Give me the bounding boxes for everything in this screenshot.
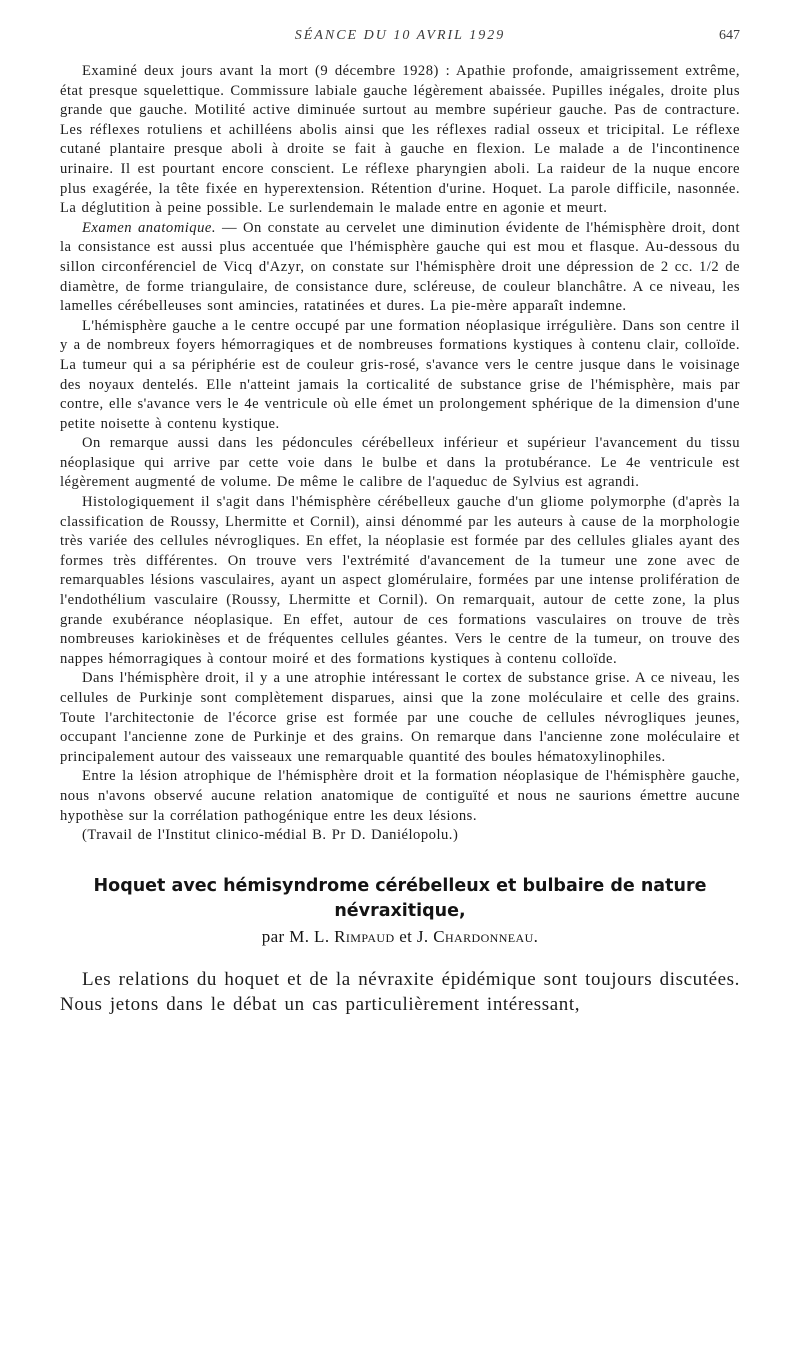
author-rimpaud: Rimpaud (334, 926, 395, 946)
byline-suffix: . (533, 926, 539, 946)
right-hemisphere-paragraph: Dans l'hémisphère droit, il y a une atrophie intéressant le cortex de substance grise. A ce niveau, les cellules de Purkinje sont complètement disparues, ainsi que la zone moléculaire et celle des grains. Toute l'architectonie de l'écorce grise est formée par une couche de cellules névrogliques jeunes, occupant l'ancienne zone de Purkinje et des grains. On remarque dans l'ancienne zone moléculaire et principalement autour des vaisseaux une remarquable quantité des boules hématoxylinophiles. (60, 670, 740, 765)
article-title: Hoquet avec hémisyndrome cérébelleux et bulbaire de nature névraxitique, (93, 875, 707, 921)
clinical-exam-paragraph: Examiné deux jours avant la mort (9 décembre 1928) : Apathie profonde, amaigrissement extrême, état presque squelettique. Commissure labiale gauche légèrement abaissée. Pupilles inégales, droite plus grande que gauche. Motilité active diminuée surtout au membre supérieur gauche. Pas de contracture. Les réflexes rotuliens et achilléens abolis ainsi que les réflexes radial osseux et tricipital. Le réflexe cutané plantaire presque aboli à droite se fait à gauche en flexion. Le malade a de l'incontinence urinaire. Il est pourtant encore conscient. Le réflexe pharyngien aboli. La raideur de la nuque encore plus exagérée, la tête fixée en hyperextension. Rétention d'urine. Hoquet. La parole difficile, nasonnée. La déglutition à peine possible. Le surlendemain le malade entre en agonie et meurt. (60, 63, 740, 217)
running-head (60, 28, 740, 50)
article-byline (60, 924, 740, 949)
anatomical-exam-paragraph: Examen anatomique. — On constate au cervelet une diminution évidente de l'hémisphère droit, dont la consistance est aussi plus accentuée que l'hémisphère gauche qui est mou et flasque. Au-dessous du sillon circonférenciel de Vicq d'Azyr, on constate sur l'hémisphère droit une dépression de 2 cc. 1/2 de diamètre, de forme triangulaire, de consistance dure, scléreuse, de couleur blanchâtre. A ce niveau, les lamelles cérébelleuses sont amincies, ratatinées et dures. La pie-mère apparaît indemne. (60, 219, 740, 315)
body-text (60, 62, 740, 846)
conclusion-paragraph: Entre la lésion atrophique de l'hémisphère droit et la formation néoplasique de l'hémisphère gauche, nous n'avons observé aucune relation anatomique de contiguïté et nous ne saurions émettre aucune hypothèse sur la corrélation pathogénique entre les deux lésions. (60, 768, 740, 824)
page-number: 647 (719, 28, 740, 43)
journal-page (60, 28, 740, 1036)
byline-middle: et J. (399, 926, 429, 946)
institution-credit: (Travail de l'Institut clinico-médial B. Pr D. Daniélopolu.) (82, 827, 459, 844)
peduncles-paragraph: On remarque aussi dans les pédoncules cérébelleux inférieur et supérieur l'avancement du tissu néoplasique qui arrive par cette voie dans le bulbe et dans la protubérance. Le 4e ventricule est légèrement augmenté de volume. De même le calibre de l'aqueduc de Sylvius est agrandi. (60, 435, 740, 491)
exam-heading: Examen anatomique. (82, 219, 217, 236)
byline-prefix: par M. L. (261, 926, 330, 946)
running-title: SÉANCE DU 10 AVRIL 1929 (294, 28, 506, 43)
author-chardonneau: Chardonneau (433, 926, 534, 946)
histology-paragraph: Histologiquement il s'agit dans l'hémisphère cérébelleux gauche d'un gliome polymorphe (d'après la classification de Roussy, Lhermitte et Cornil), ainsi dénommé par les auteurs à cause de la morphologie très variée des cellules névrogliques. En effet, la néoplasie est formée par des cellules gliales ayant des formes très différentes. On trouve vers l'extrémité d'avancement de la tumeur une zone avec de remarquables lésions vasculaires, ayant un aspect glomérulaire, formées par une intense prolifération de l'endothélium vasculaire (Roussy, Lhermitte et Cornil). On remarquait, autour de cette zone, la plus grande exubérance néoplasique. En effet, autour de ces formations vasculaires on trouve de très nombreuses kariokinèses et de fréquentes cellules géantes. Vers le centre de la tumeur, on trouve des nappes hémorragiques à contour moiré et des formations kystiques à contenu colloïde. (60, 494, 740, 667)
article-heading (60, 874, 740, 949)
left-hemisphere-paragraph: L'hémisphère gauche a le centre occupé par une formation néoplasique irrégulière. Dans son centre il y a de nombreux foyers hémorragiques et de nombreuses formations kystiques à contenu clair, colloïde. La tumeur qui a sa périphérie est de couleur gris-rosé, s'avance vers le centre jusque dans le voisinage des noyaux dentelés. Elle n'atteint jamais la corticalité de substance grise de l'hémisphère, mais par contre, elle s'avance vers le 4e ventricule où elle émet un prolongement sphérique de la dimension d'une petite noisette à contenu kystique. (60, 317, 740, 432)
anatomical-exam-text: On constate au cervelet une diminution évidente de l'hémisphère droit, dont la consistance est aussi plus accentuée que l'hémisphère gauche qui est mou et flasque. Au-dessous du sillon circonférenciel de Vicq d'Azyr, on constate sur l'hémisphère droit une dépression de 2 cc. 1/2 de diamètre, de forme triangulaire, de consistance dure, scléreuse, de couleur blanchâtre. A ce niveau, les lamelles cérébelleuses sont amincies, ratatinées et dures. La pie-mère apparaît indemne. (60, 219, 740, 315)
article-lead-paragraph: Les relations du hoquet et de la névraxite épidémique sont toujours discutées. Nous jetons dans le débat un cas particulièrement intéressant, (60, 968, 740, 1015)
